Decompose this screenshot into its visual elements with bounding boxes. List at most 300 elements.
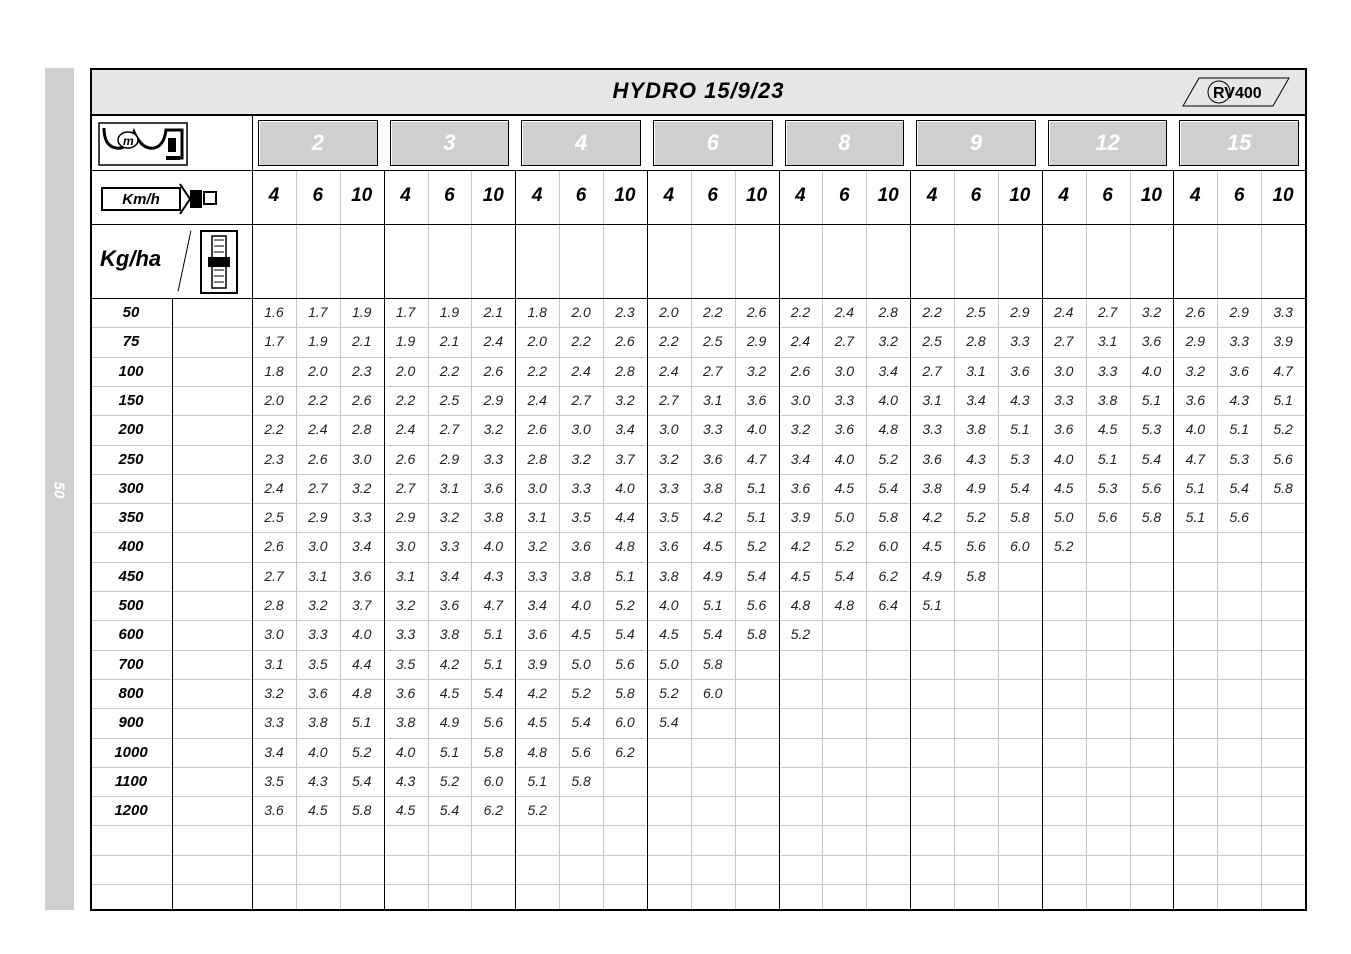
column-gridline: [1261, 170, 1262, 909]
table-cell: 5.1: [1141, 391, 1162, 408]
table-cell: 5.0: [834, 509, 855, 526]
speed-header: 10: [877, 185, 899, 206]
table-cell: 4.5: [1053, 479, 1074, 496]
speed-header: 4: [400, 185, 411, 206]
table-cell: 1.9: [395, 333, 416, 350]
table-cell: 5.4: [702, 626, 723, 643]
table-cell: 4.8: [351, 684, 372, 701]
table-cell: 2.7: [439, 421, 460, 438]
table-cell: 4.9: [439, 714, 460, 731]
table-cell: 3.3: [439, 538, 460, 555]
table-cell: 2.3: [615, 304, 635, 320]
speed-header: 4: [663, 185, 675, 206]
table-cell: 4.0: [308, 743, 328, 760]
speed-header: 10: [745, 185, 768, 206]
table-cell: 3.0: [1053, 362, 1074, 379]
table-cell: 5.2: [966, 509, 986, 526]
table-cell: 3.3: [351, 509, 372, 526]
table-cell: 5.8: [702, 655, 723, 672]
table-cell: 2.0: [264, 391, 284, 408]
table-cell: 3.3: [1273, 304, 1293, 320]
table-cell: 2.2: [659, 333, 679, 350]
table-cell: 2.0: [395, 362, 416, 379]
table-cell: 3.3: [264, 714, 284, 731]
row-gridline: [92, 884, 1305, 885]
table-cell: 5.2: [659, 684, 679, 701]
table-cell: 1.7: [264, 333, 284, 350]
speed-header: 6: [1233, 185, 1245, 206]
table-cell: 4.8: [615, 538, 635, 555]
table-cell: 3.8: [395, 714, 416, 731]
table-cell: 3.2: [264, 684, 284, 701]
table-cell: 3.9: [790, 509, 811, 526]
working-width-9: 9: [916, 120, 1036, 166]
table-cell: 5.1: [351, 714, 372, 731]
column-gridline: [1086, 170, 1087, 909]
table-cell: 2.1: [351, 333, 372, 350]
page-title: HYDRO 15/9/23: [612, 78, 785, 103]
svg-text:m: m: [123, 134, 134, 148]
table-cell: 5.2: [746, 538, 767, 555]
table-cell: 2.4: [395, 421, 416, 438]
table-cell: 2.5: [966, 304, 986, 320]
table-cell: 3.1: [702, 391, 723, 408]
table-cell: 4.3: [395, 772, 416, 789]
table-cell: 4.2: [527, 684, 547, 701]
rv400-logo: [1181, 76, 1291, 108]
rate-value: 300: [118, 479, 144, 497]
table-cell: 2.2: [308, 391, 328, 408]
table-cell: 3.4: [264, 743, 284, 760]
table-cell: 3.2: [659, 450, 679, 467]
table-cell: 4.7: [1185, 450, 1206, 467]
table-cell: 4.0: [615, 479, 635, 496]
table-cell: 3.3: [922, 421, 942, 438]
table-cell: 4.5: [1097, 421, 1118, 438]
table-cell: 3.3: [1010, 333, 1030, 350]
table-cell: 5.1: [1229, 421, 1249, 438]
table-cell: 5.6: [615, 655, 635, 672]
hopper-metering-icon: [98, 122, 188, 166]
table-cell: 3.6: [483, 479, 504, 496]
rate-value: 250: [118, 450, 144, 468]
table-cell: 3.8: [483, 509, 504, 526]
table-cell: 3.2: [308, 597, 328, 613]
table-cell: 3.8: [966, 421, 986, 438]
table-cell: 3.3: [659, 479, 679, 496]
table-cell: 4.7: [483, 597, 504, 613]
table-cell: 6.4: [878, 597, 898, 613]
speed-header: 4: [268, 185, 280, 206]
table-cell: 5.1: [746, 479, 767, 496]
table-cell: 5.6: [966, 538, 986, 555]
table-cell: 2.8: [966, 333, 986, 350]
table-cell: 1.9: [351, 304, 372, 320]
table-cell: 4.5: [702, 538, 723, 555]
table-cell: 2.0: [659, 304, 679, 320]
table-cell: 3.2: [1185, 362, 1206, 379]
table-cell: 5.6: [1097, 509, 1118, 526]
table-cell: 2.6: [615, 333, 635, 350]
table-cell: 2.5: [922, 333, 942, 350]
rate-value: 150: [118, 391, 144, 409]
table-cell: 5.1: [1097, 450, 1118, 467]
table-cell: 2.2: [571, 333, 591, 350]
table-cell: 5.2: [1053, 538, 1074, 555]
table-cell: 3.8: [308, 714, 328, 731]
table-cell: 4.9: [966, 479, 986, 496]
table-cell: 2.8: [527, 450, 547, 467]
table-cell: 5.4: [439, 802, 460, 819]
table-cell: 4.3: [1010, 391, 1030, 408]
table-cell: 3.0: [264, 626, 284, 643]
speed-header: 4: [795, 185, 806, 206]
table-cell: 2.7: [308, 479, 328, 496]
table-cell: 3.5: [571, 509, 591, 526]
rate-value: 1200: [114, 802, 148, 820]
table-cell: 5.1: [1273, 391, 1293, 408]
table-cell: 6.0: [483, 772, 504, 789]
table-cell: 4.5: [834, 479, 855, 496]
table-cell: 4.5: [790, 567, 811, 584]
section-divider: [92, 224, 1305, 225]
table-cell: 3.0: [659, 421, 679, 438]
rate-value: 1000: [114, 743, 148, 761]
table-cell: 5.2: [1273, 421, 1293, 438]
table-cell: 3.3: [1229, 333, 1249, 350]
rate-value: 800: [118, 684, 144, 702]
table-cell: 3.1: [439, 479, 460, 496]
rate-value: 450: [118, 567, 144, 585]
table-cell: 3.0: [527, 479, 547, 496]
rate-value: 100: [118, 362, 144, 380]
table-cell: 5.2: [439, 772, 460, 789]
table-cell: 3.6: [659, 538, 679, 555]
table-cell: 5.8: [351, 802, 372, 819]
table-cell: 6.2: [615, 743, 635, 760]
table-cell: 5.2: [834, 538, 855, 555]
table-cell: 2.4: [527, 391, 547, 408]
table-cell: 3.0: [790, 391, 811, 408]
table-cell: 3.5: [659, 509, 679, 526]
table-cell: 2.6: [351, 391, 372, 408]
table-cell: 4.5: [922, 538, 942, 555]
table-cell: 4.0: [571, 597, 591, 613]
speed-header: 6: [1102, 185, 1113, 206]
table-cell: 2.2: [702, 304, 723, 320]
table-cell: 5.1: [439, 743, 460, 760]
table-cell: 4.4: [351, 655, 372, 672]
speed-header: 10: [351, 185, 373, 206]
table-cell: 3.8: [571, 567, 591, 584]
table-cell: 5.8: [1273, 479, 1293, 496]
table-cell: 4.7: [746, 450, 767, 467]
table-cell: 3.1: [395, 567, 416, 584]
table-cell: 4.5: [395, 802, 416, 819]
table-cell: 5.4: [571, 714, 591, 731]
table-cell: 5.4: [483, 684, 504, 701]
table-cell: 3.3: [483, 450, 504, 467]
table-cell: 2.6: [1185, 304, 1206, 320]
speed-label-box: [98, 180, 218, 218]
table-cell: 5.4: [1229, 479, 1249, 496]
table-cell: 2.5: [702, 333, 723, 350]
table-cell: 5.1: [746, 509, 767, 526]
table-cell: 3.2: [615, 391, 635, 408]
table-cell: 5.1: [1185, 479, 1206, 496]
svg-text:Km/h: Km/h: [122, 191, 160, 208]
calibration-scale-icon: [200, 230, 238, 294]
table-cell: 5.1: [483, 655, 504, 672]
table-cell: 2.2: [790, 304, 811, 320]
table-cell: 3.1: [1097, 333, 1118, 350]
table-cell: 5.8: [746, 626, 767, 643]
table-cell: 3.6: [264, 802, 284, 819]
rate-value: 600: [118, 626, 144, 644]
table-cell: 2.9: [439, 450, 460, 467]
table-cell: 5.8: [615, 684, 635, 701]
table-cell: 5.3: [1097, 479, 1118, 496]
table-cell: 2.9: [1229, 304, 1249, 320]
rate-label: Kg/ha: [100, 246, 162, 271]
table-cell: 3.6: [746, 391, 767, 408]
table-cell: 4.3: [1229, 391, 1249, 408]
table-cell: 5.0: [1053, 509, 1074, 526]
speed-header: 4: [531, 185, 543, 206]
table-cell: 3.0: [571, 421, 591, 438]
table-cell: 2.4: [483, 333, 504, 350]
table-cell: 5.8: [571, 772, 591, 789]
table-cell: 3.5: [264, 772, 284, 789]
table-cell: 3.6: [1010, 362, 1030, 379]
column-gridline: [1130, 170, 1131, 909]
table-cell: 5.1: [615, 567, 635, 584]
table-cell: 3.6: [702, 450, 723, 467]
table-cell: 2.0: [571, 304, 591, 320]
table-cell: 2.9: [1185, 333, 1206, 350]
table-cell: 5.2: [878, 450, 898, 467]
working-width-15: 15: [1179, 120, 1299, 166]
table-cell: 3.0: [395, 538, 416, 555]
speed-header: 10: [1140, 185, 1162, 206]
table-cell: 4.0: [1053, 450, 1074, 467]
table-cell: 3.6: [527, 626, 547, 643]
table-cell: 3.8: [702, 479, 723, 496]
table-cell: 3.6: [1141, 333, 1162, 350]
table-cell: 3.6: [790, 479, 811, 496]
working-width-4: 4: [521, 120, 641, 166]
table-cell: 3.6: [308, 684, 328, 701]
table-cell: 4.8: [878, 421, 898, 438]
table-cell: 3.2: [571, 450, 591, 467]
table-cell: 3.6: [922, 450, 942, 467]
table-cell: 5.8: [483, 743, 504, 760]
working-width-6: 6: [653, 120, 773, 166]
table-cell: 2.0: [527, 333, 547, 350]
rate-value: 500: [118, 597, 144, 614]
table-cell: 2.6: [527, 421, 547, 438]
table-cell: 2.9: [1010, 304, 1030, 320]
table-cell: 3.1: [922, 391, 942, 408]
table-cell: 3.8: [439, 626, 460, 643]
table-cell: 2.7: [659, 391, 679, 408]
table-cell: 2.6: [483, 362, 504, 379]
table-cell: 6.2: [483, 802, 504, 819]
table-cell: 3.6: [439, 597, 460, 613]
table-cell: 4.5: [439, 684, 460, 701]
table-cell: 2.8: [351, 421, 372, 438]
table-cell: 2.7: [834, 333, 855, 350]
table-cell: 5.2: [615, 597, 635, 613]
table-cell: 2.7: [395, 479, 416, 496]
table-cell: 3.0: [351, 450, 372, 467]
table-cell: 3.6: [571, 538, 591, 555]
table-cell: 2.2: [395, 391, 416, 408]
speed-header: 6: [312, 185, 324, 206]
table-cell: 3.0: [308, 538, 328, 555]
table-cell: 4.0: [878, 391, 898, 408]
table-cell: 2.7: [1097, 304, 1118, 320]
table-cell: 2.6: [790, 362, 811, 379]
table-cell: 3.6: [351, 567, 372, 584]
table-cell: 3.2: [527, 538, 547, 555]
table-cell: 4.4: [615, 509, 635, 526]
table-cell: 3.7: [615, 450, 635, 467]
table-cell: 3.3: [571, 479, 591, 496]
table-cell: 5.6: [1141, 479, 1162, 496]
speed-header: 10: [614, 185, 636, 206]
table-cell: 2.4: [790, 333, 811, 350]
table-cell: 2.2: [264, 421, 284, 438]
table-cell: 4.2: [922, 509, 942, 526]
table-cell: 5.0: [571, 655, 591, 672]
table-cell: 2.9: [395, 509, 416, 526]
table-cell: 5.6: [746, 597, 767, 613]
table-cell: 3.6: [1185, 391, 1206, 408]
table-cell: 3.6: [834, 421, 855, 438]
table-cell: 2.6: [264, 538, 284, 555]
table-cell: 3.2: [395, 597, 416, 613]
table-cell: 2.4: [308, 421, 328, 438]
table-cell: 6.0: [878, 538, 898, 555]
table-cell: 1.8: [527, 304, 547, 320]
table-cell: 2.7: [264, 567, 284, 584]
table-cell: 4.0: [395, 743, 416, 760]
table-cell: 3.3: [308, 626, 328, 643]
table-cell: 5.0: [659, 655, 679, 672]
table-cell: 3.9: [527, 655, 547, 672]
table-cell: 3.4: [439, 567, 460, 584]
table-cell: 2.9: [746, 333, 767, 350]
rate-column-divider: [172, 298, 173, 909]
table-cell: 1.7: [395, 304, 416, 320]
table-cell: 3.5: [395, 655, 416, 672]
table-cell: 3.5: [308, 655, 328, 672]
table-cell: 3.2: [1141, 304, 1162, 320]
table-cell: 4.2: [790, 538, 811, 555]
table-cell: 4.9: [702, 567, 723, 584]
rate-value: 1100: [114, 772, 148, 790]
rate-label-divider: [178, 231, 192, 292]
table-cell: 2.0: [308, 362, 328, 379]
table-cell: 3.2: [878, 333, 898, 350]
table-cell: 3.0: [834, 362, 855, 379]
rate-value: 400: [118, 538, 144, 556]
table-cell: 2.9: [483, 391, 504, 408]
table-cell: 3.8: [659, 567, 679, 584]
table-cell: 5.4: [1010, 479, 1030, 496]
table-cell: 5.1: [922, 597, 942, 613]
table-cell: 5.2: [790, 626, 811, 643]
table-cell: 2.8: [264, 597, 284, 613]
table-cell: 6.2: [878, 567, 898, 584]
table-cell: 3.1: [308, 567, 328, 584]
speed-header: 6: [575, 185, 587, 206]
table-cell: 5.8: [878, 509, 898, 526]
table-cell: 3.4: [615, 421, 635, 438]
table-cell: 4.0: [351, 626, 372, 643]
table-cell: 2.7: [922, 362, 942, 379]
table-cell: 2.2: [439, 362, 460, 379]
table-cell: 3.2: [439, 509, 460, 526]
table-cell: 2.6: [746, 304, 767, 320]
rate-value: 200: [118, 421, 144, 439]
table-cell: 4.3: [308, 772, 328, 789]
table-cell: 4.5: [308, 802, 328, 819]
table-cell: 2.2: [922, 304, 942, 320]
table-cell: 3.6: [1229, 362, 1249, 379]
table-cell: 3.3: [395, 626, 416, 643]
table-cell: 1.6: [264, 304, 284, 320]
table-cell: 4.3: [483, 567, 504, 584]
table-cell: 2.4: [571, 362, 591, 379]
table-cell: 2.7: [571, 391, 591, 408]
table-cell: 5.6: [1273, 450, 1293, 467]
width-group-divider: [1173, 170, 1174, 909]
working-width-3: 3: [390, 120, 510, 166]
table-cell: 3.2: [746, 362, 767, 379]
speed-header: 6: [970, 185, 982, 206]
table-cell: 5.4: [659, 714, 679, 731]
table-cell: 2.7: [1053, 333, 1074, 350]
table-cell: 3.6: [1053, 421, 1074, 438]
rate-value: 700: [118, 655, 144, 673]
table-cell: 5.1: [1010, 421, 1030, 438]
table-cell: 1.9: [439, 304, 460, 320]
svg-text:RV400: RV400: [1213, 85, 1262, 102]
table-cell: 5.3: [1141, 421, 1162, 438]
table-cell: 5.6: [1229, 509, 1249, 526]
table-cell: 2.4: [834, 304, 855, 320]
table-cell: 5.4: [351, 772, 372, 789]
table-cell: 3.3: [527, 567, 547, 584]
rate-value: 350: [118, 509, 144, 527]
table-cell: 1.7: [308, 304, 328, 320]
speed-header: 4: [1190, 185, 1201, 206]
table-cell: 5.8: [1141, 509, 1162, 526]
table-cell: 4.2: [439, 655, 460, 672]
table-cell: 4.5: [659, 626, 679, 643]
table-cell: 5.1: [483, 626, 504, 643]
table-cell: 2.5: [439, 391, 460, 408]
table-cell: 6.0: [615, 714, 635, 731]
rate-value: 75: [122, 333, 140, 351]
table-cell: 4.5: [527, 714, 547, 731]
table-cell: 2.5: [264, 509, 284, 526]
table-cell: 2.6: [395, 450, 416, 467]
row-gridline: [92, 825, 1305, 826]
table-cell: 5.4: [746, 567, 767, 584]
